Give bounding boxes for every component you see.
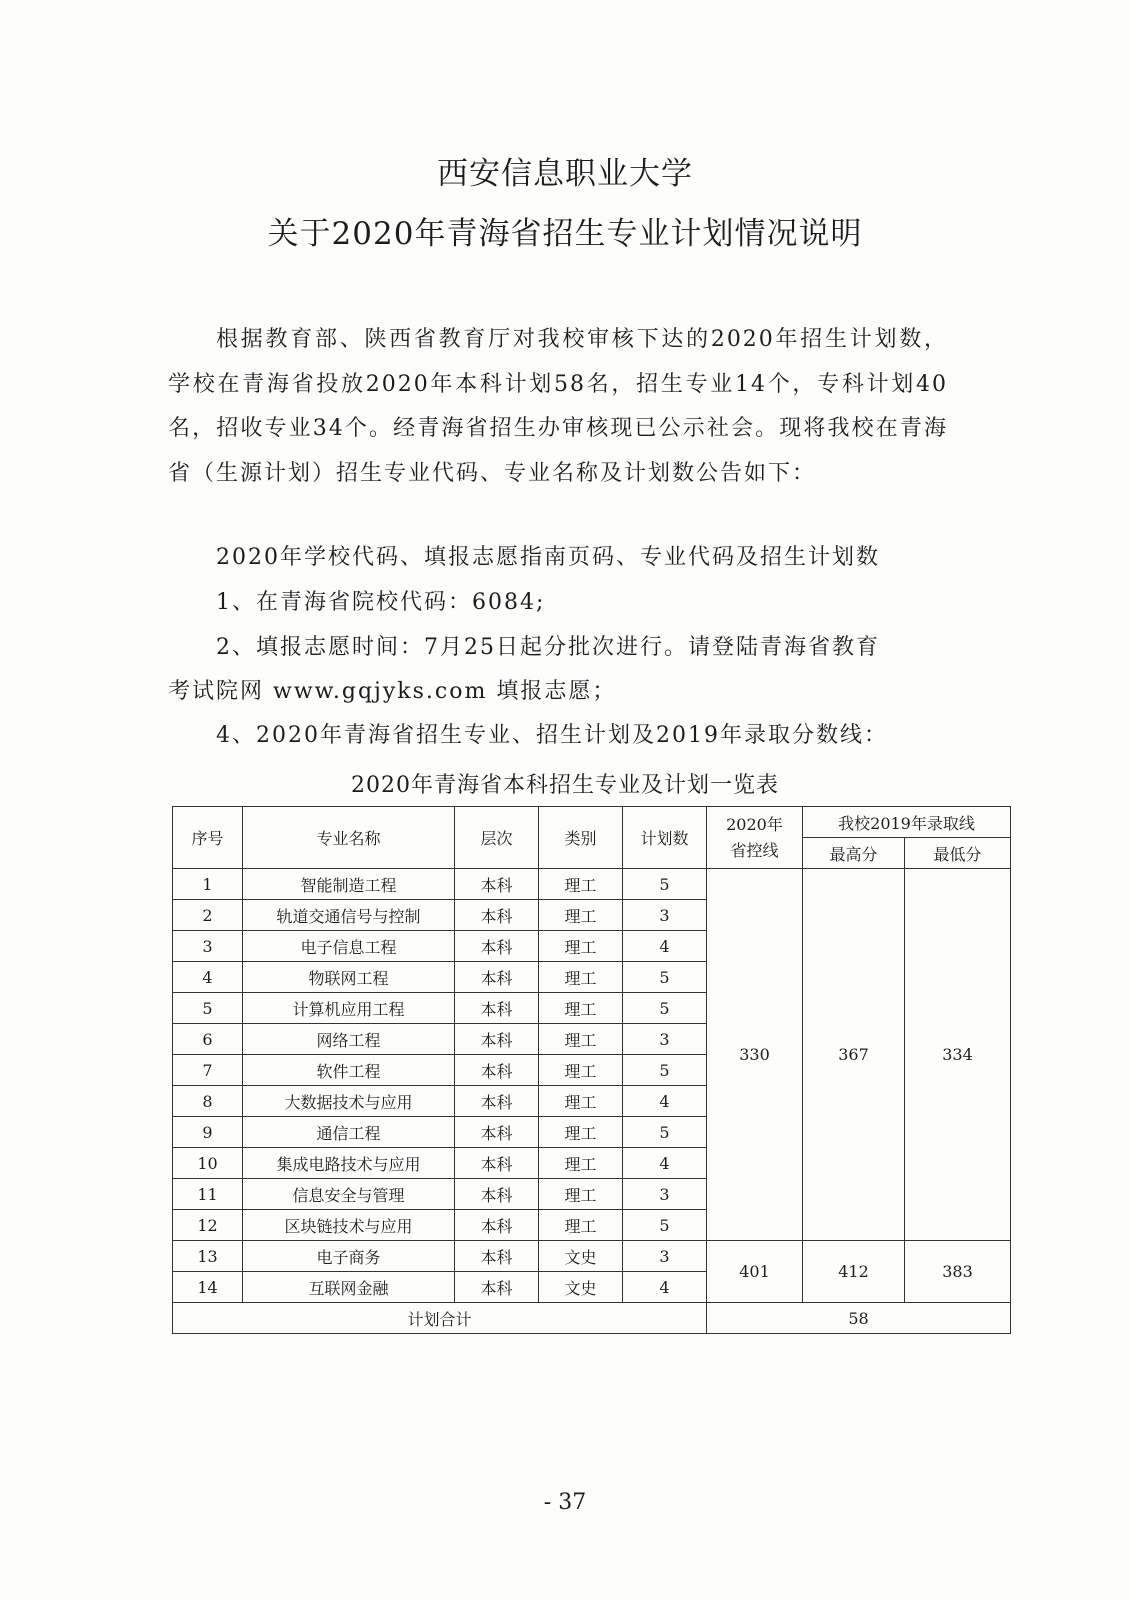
science-control-score: 330 xyxy=(707,869,803,1241)
item-application-website: 考试院网 www.gqjyks.com 填报志愿； xyxy=(168,679,617,704)
cell-major: 智能制造工程 xyxy=(243,869,455,900)
cell-plan: 3 xyxy=(623,1179,707,1210)
cell-plan: 3 xyxy=(623,900,707,931)
table-row xyxy=(173,869,1011,900)
header-seq: 序号 xyxy=(173,807,243,869)
cell-level: 本科 xyxy=(455,869,539,900)
header-category: 类别 xyxy=(539,807,623,869)
header-plan: 计划数 xyxy=(623,807,707,869)
header-major: 专业名称 xyxy=(243,807,455,869)
science-max-score: 367 xyxy=(803,869,905,1241)
cell-major: 互联网金融 xyxy=(243,1272,455,1303)
cell-plan: 5 xyxy=(623,1055,707,1086)
cell-category: 理工 xyxy=(539,869,623,900)
page-number: - 37 xyxy=(543,1490,587,1515)
cell-level: 本科 xyxy=(455,900,539,931)
cell-category: 理工 xyxy=(539,993,623,1024)
section-heading: 2020年学校代码、填报志愿指南页码、专业代码及招生计划数 xyxy=(216,545,880,570)
cell-level: 本科 xyxy=(455,962,539,993)
cell-seq: 2 xyxy=(173,900,243,931)
cell-category: 理工 xyxy=(539,1055,623,1086)
total-label: 计划合计 xyxy=(173,1303,707,1334)
cell-category: 理工 xyxy=(539,1179,623,1210)
arts-control-score: 401 xyxy=(707,1241,803,1303)
cell-plan: 5 xyxy=(623,1210,707,1241)
cell-plan: 5 xyxy=(623,962,707,993)
cell-major: 区块链技术与应用 xyxy=(243,1210,455,1241)
cell-level: 本科 xyxy=(455,1210,539,1241)
cell-plan: 5 xyxy=(623,993,707,1024)
cell-level: 本科 xyxy=(455,1086,539,1117)
cell-level: 本科 xyxy=(455,1055,539,1086)
cell-plan: 5 xyxy=(623,1117,707,1148)
cell-major: 轨道交通信号与控制 xyxy=(243,900,455,931)
cell-category: 文史 xyxy=(539,1272,623,1303)
cell-level: 本科 xyxy=(455,1241,539,1272)
table-row xyxy=(173,1241,1011,1272)
cell-seq: 10 xyxy=(173,1148,243,1179)
header-max-score: 最高分 xyxy=(803,838,905,869)
cell-category: 理工 xyxy=(539,962,623,993)
enrollment-plan-table xyxy=(172,806,1011,1334)
cell-level: 本科 xyxy=(455,931,539,962)
header-level: 层次 xyxy=(455,807,539,869)
cell-seq: 6 xyxy=(173,1024,243,1055)
table-title: 2020年青海省本科招生专业及计划一览表 xyxy=(351,773,779,798)
item-application-time: 2、填报志愿时间：7月25日起分批次进行。请登陆青海省教育 xyxy=(216,635,880,660)
table-body xyxy=(173,869,1011,1303)
cell-category: 理工 xyxy=(539,900,623,931)
cell-seq: 9 xyxy=(173,1117,243,1148)
cell-major: 网络工程 xyxy=(243,1024,455,1055)
cell-seq: 8 xyxy=(173,1086,243,1117)
cell-category: 理工 xyxy=(539,1117,623,1148)
cell-plan: 3 xyxy=(623,1241,707,1272)
cell-seq: 13 xyxy=(173,1241,243,1272)
cell-seq: 5 xyxy=(173,993,243,1024)
arts-max-score: 412 xyxy=(803,1241,905,1303)
cell-seq: 11 xyxy=(173,1179,243,1210)
cell-plan: 3 xyxy=(623,1024,707,1055)
cell-major: 大数据技术与应用 xyxy=(243,1086,455,1117)
cell-seq: 4 xyxy=(173,962,243,993)
cell-plan: 4 xyxy=(623,931,707,962)
header-control-line: 2020年省控线 xyxy=(707,807,803,869)
document-title-line1: 西安信息职业大学 xyxy=(437,156,693,192)
cell-major: 计算机应用工程 xyxy=(243,993,455,1024)
cell-category: 理工 xyxy=(539,1148,623,1179)
cell-level: 本科 xyxy=(455,1024,539,1055)
document-title-line2: 关于2020年青海省招生专业计划情况说明 xyxy=(267,216,863,252)
cell-level: 本科 xyxy=(455,1117,539,1148)
cell-plan: 5 xyxy=(623,869,707,900)
header-min-score: 最低分 xyxy=(905,838,1011,869)
cell-seq: 7 xyxy=(173,1055,243,1086)
cell-seq: 1 xyxy=(173,869,243,900)
item-school-code: 1、在青海省院校代码：6084; xyxy=(216,590,546,615)
cell-major: 电子信息工程 xyxy=(243,931,455,962)
cell-level: 本科 xyxy=(455,1272,539,1303)
cell-level: 本科 xyxy=(455,1148,539,1179)
item-plan-scores: 4、2020年青海省招生专业、招生计划及2019年录取分数线： xyxy=(216,723,888,748)
cell-seq: 14 xyxy=(173,1272,243,1303)
cell-plan: 4 xyxy=(623,1272,707,1303)
cell-level: 本科 xyxy=(455,993,539,1024)
intro-paragraph: 根据教育部、陕西省教育厅对我校审核下达的2020年招生计划数，学校在青海省投放2020年本科计划58名，招生专业14个，专科计划40名，招收专业34个。经青海省招生办审核现已公示社会。现将我校在青海省（生源计划）招生专业代码、专业名称及计划数公告如下： xyxy=(168,327,948,486)
cell-major: 集成电路技术与应用 xyxy=(243,1148,455,1179)
cell-seq: 12 xyxy=(173,1210,243,1241)
header-admission-line: 我校2019年录取线 xyxy=(803,807,1011,838)
arts-min-score: 383 xyxy=(905,1241,1011,1303)
total-row xyxy=(173,1303,1011,1334)
cell-major: 物联网工程 xyxy=(243,962,455,993)
cell-major: 软件工程 xyxy=(243,1055,455,1086)
cell-plan: 4 xyxy=(623,1086,707,1117)
cell-major: 信息安全与管理 xyxy=(243,1179,455,1210)
cell-category: 理工 xyxy=(539,1086,623,1117)
cell-category: 理工 xyxy=(539,1024,623,1055)
science-min-score: 334 xyxy=(905,869,1011,1241)
cell-category: 文史 xyxy=(539,1241,623,1272)
cell-major: 通信工程 xyxy=(243,1117,455,1148)
cell-category: 理工 xyxy=(539,1210,623,1241)
cell-plan: 4 xyxy=(623,1148,707,1179)
cell-seq: 3 xyxy=(173,931,243,962)
total-value: 58 xyxy=(707,1303,1011,1334)
cell-level: 本科 xyxy=(455,1179,539,1210)
cell-major: 电子商务 xyxy=(243,1241,455,1272)
cell-category: 理工 xyxy=(539,931,623,962)
